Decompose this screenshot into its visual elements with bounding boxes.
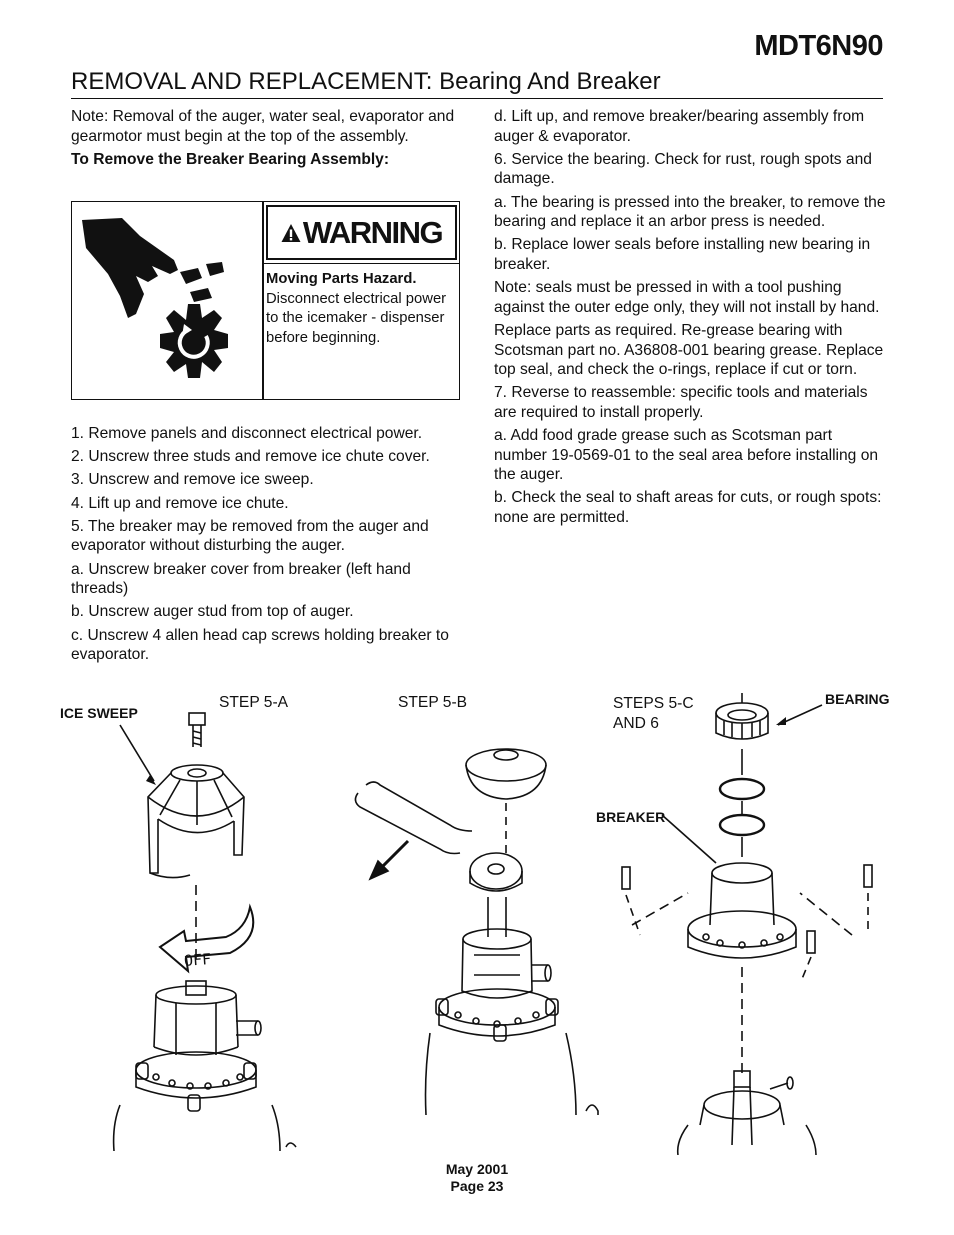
ice-sweep-label: ICE SWEEP <box>60 705 138 721</box>
steps-5c-line1: STEPS 5-C <box>613 695 694 712</box>
intro-note: Note: Removal of the auger, water seal, evaporator and gearmotor must begin at the top of the assembly. <box>71 108 455 145</box>
warning-text <box>266 270 456 348</box>
step-item: b. Unscrew auger stud from top of auger. <box>71 603 354 621</box>
steps-right-list <box>494 107 886 531</box>
hazard-instructions: Disconnect electrical power to the icemaker - dispenser before beginning. <box>266 290 447 346</box>
step-item: a. The bearing is pressed into the breaker, to remove the bearing and replace it an arbor press is needed. <box>494 193 886 231</box>
step-item: 3. Unscrew and remove ice sweep. <box>71 471 314 489</box>
step-item: 2. Unscrew three studs and remove ice chute cover. <box>71 448 430 466</box>
footer-page-number: Page 23 <box>450 1178 504 1194</box>
step-5b-label: STEP 5-B <box>398 694 468 711</box>
step-item: b. Check the seal to shaft areas for cuts, or rough spots: none are permitted. <box>494 489 882 527</box>
breaker-label: BREAKER <box>596 809 666 825</box>
step-item: 4. Lift up and remove ice chute. <box>71 494 289 512</box>
page-footer <box>0 1161 954 1195</box>
step-item: Replace parts as required. Re-grease bearing with Scotsman part no. A36808-001 bearing grease. Replace top seal, and check the o-rings, replace if cut or torn. <box>494 321 884 379</box>
left-column-intro <box>71 107 466 173</box>
warning-triangle-icon <box>281 223 301 243</box>
step-item: 5. The breaker may be removed from the auger and evaporator without disturbing the auger. <box>71 517 429 555</box>
warning-header <box>266 205 457 260</box>
procedure-subheading: To Remove the Breaker Bearing Assembly: <box>71 150 390 168</box>
step-5a-label: STEP 5-A <box>219 694 289 711</box>
assembly-illustration <box>0 685 954 1155</box>
bearing-label: BEARING <box>825 691 890 707</box>
step-item: a. Unscrew breaker cover from breaker (left hand threads) <box>71 560 411 598</box>
warning-divider <box>262 202 264 399</box>
steps-5c-line2: AND 6 <box>613 714 659 732</box>
step-item: Note: seals must be pressed in with a tool pushing against the outer edge only, they will not install by hand. <box>494 279 880 316</box>
step-item: d. Lift up, and remove breaker/bearing assembly from auger & evaporator. <box>494 108 865 145</box>
model-number: MDT6N90 <box>754 30 883 62</box>
off-marking: OFF <box>183 949 212 970</box>
moving-parts-hazard-icon <box>78 214 254 392</box>
step-item: 7. Reverse to reassemble: specific tools and materials are required to install properly. <box>494 384 868 421</box>
hazard-title: Moving Parts Hazard. <box>266 271 417 287</box>
step-item: 1. Remove panels and disconnect electrical power. <box>71 425 423 442</box>
step-item: 6. Service the bearing. Check for rust, rough spots and damage. <box>494 150 872 188</box>
step-item: c. Unscrew 4 allen head cap screws holding breaker to evaporator. <box>71 626 449 664</box>
page-title: REMOVAL AND REPLACEMENT: Bearing And Breaker <box>71 68 661 95</box>
title-rule <box>71 98 883 99</box>
warning-box <box>71 201 460 400</box>
step-item: a. Add food grade grease such as Scotsman part number 19-0569-01 to the seal area before installing on the auger. <box>494 427 879 484</box>
warning-word: WARNING <box>302 214 443 250</box>
footer-date: May 2001 <box>445 1161 509 1177</box>
step-item: b. Replace lower seals before installing new bearing in breaker. <box>494 236 871 273</box>
steps-left-list <box>71 424 466 668</box>
warning-separator <box>264 263 459 264</box>
